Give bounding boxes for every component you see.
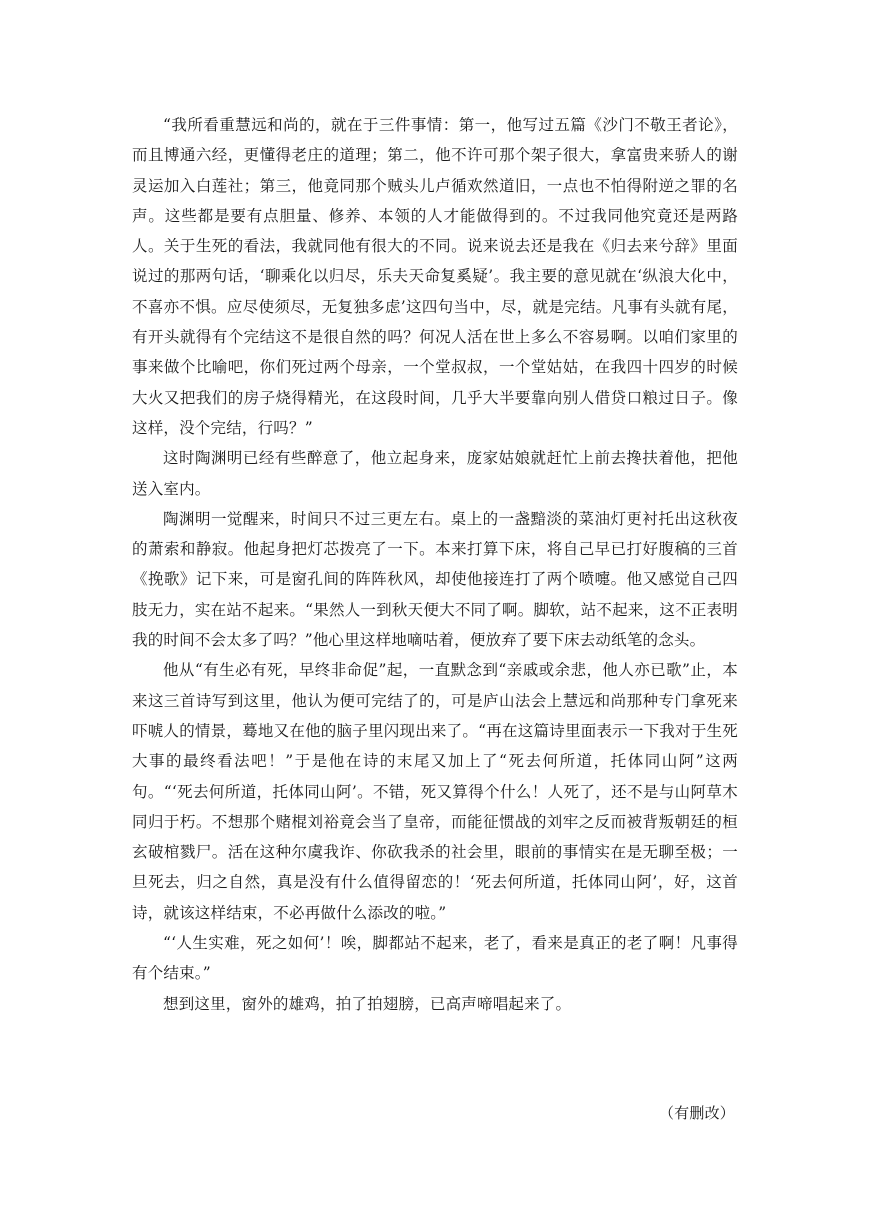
paragraph-6: 想到这里，窗外的雄鸡，拍了拍翅膀，已高声啼唱起来了。	[163, 994, 572, 1013]
source-note: （有删改）	[658, 1104, 735, 1122]
paragraph-4: 他从“有生必有死，早终非命促”起，一直默念到“亲戚或余悲，他人亦已歌”止，本来这三首诗写到这里，他认为便可完结了的，可是庐山法会上慧远和尚那种专门拿死来吓唬人的情景，蓦地又在他的脑子里闪现出来了。“再在这篇诗里面表示一下我对于生死大事的最终看法吧！”于是他在诗的末尾又加上了“死去何所道，托体同山阿”这两句。“‘死去何所道，托体同山阿’。不错，死又算得个什么！人死了，还不是与山阿草木同归于朽。不想那个赌棍刘裕竟会当了皇帝，而能征惯战的刘牢之反而被背叛朝廷的桓玄破棺戮尸。活在这种尔虞我诈、你砍我杀的社会里，眼前的事情实在是无聊至极；一旦死去，归之自然，真是没有什么值得留恋的！‘死去何所道，托体同山阿’，好，这首诗，就该这样结束，不必再做什么添改的啦。”	[132, 661, 738, 922]
paragraph-3: 陶渊明一觉醒来，时间只不过三更左右。桌上的一盏黯淡的菜油灯更衬托出这秋夜的萧索和静寂。他起身把灯芯拨亮了一下。本来打算下床，将自己早已打好腹稿的三首《挽歌》记下来，可是窗孔间的阵阵秋风，却使他接连打了两个喷嚏。他又感觉自己四肢无力，实在站不起来。“果然人一到秋天便大不同了啊。脚软，站不起来，这不正表明我的时间不会太多了吗？”他心里这样地嘀咕着，便放弃了要下床去动纸笔的念头。	[132, 509, 738, 650]
document-body	[132, 110, 738, 1122]
paragraph-2: 这时陶渊明已经有些醉意了，他立起身来，庞家姑娘就赶忙上前去搀扶着他，把他送入室内。	[132, 449, 738, 498]
paragraph-1: “我所看重慧远和尚的，就在于三件事情：第一，他写过五篇《沙门不敬王者论》，而且博通六经，更懂得老庄的道理；第二，他不许可那个架子很大，拿富贵来骄人的谢灵运加入白莲社；第三，他竟同那个贼头儿卢循欢然道旧，一点也不怕得附逆之罪的名声。这些都是要有点胆量、修养、本领的人才能做得到的。不过我同他究竟还是两路人。关于生死的看法，我就同他有很大的不同。说来说去还是我在《归去来兮辞》里面说过的那两句话，‘聊乘化以归尽，乐夫天命复奚疑’。我主要的意见就在‘纵浪大化中，不喜亦不惧。应尽使须尽，无复独多虑’这四句当中，尽，就是完结。凡事有头就有尾，有开头就得有个完结这不是很自然的吗？何况人活在世上多么不容易啊。以咱们家里的事来做个比喻吧，你们死过两个母亲，一个堂叔叔，一个堂姑姑，在我四十四岁的时候大火又把我们的房子烧得精光，在这段时间，几乎大半要靠向别人借贷口粮过日子。像这样，没个完结，行吗？”	[132, 116, 738, 437]
paragraph-5: “‘人生实难，死之如何’！唉，脚都站不起来，老了，看来是真正的老了啊！凡事得有个结束。”	[132, 934, 738, 983]
